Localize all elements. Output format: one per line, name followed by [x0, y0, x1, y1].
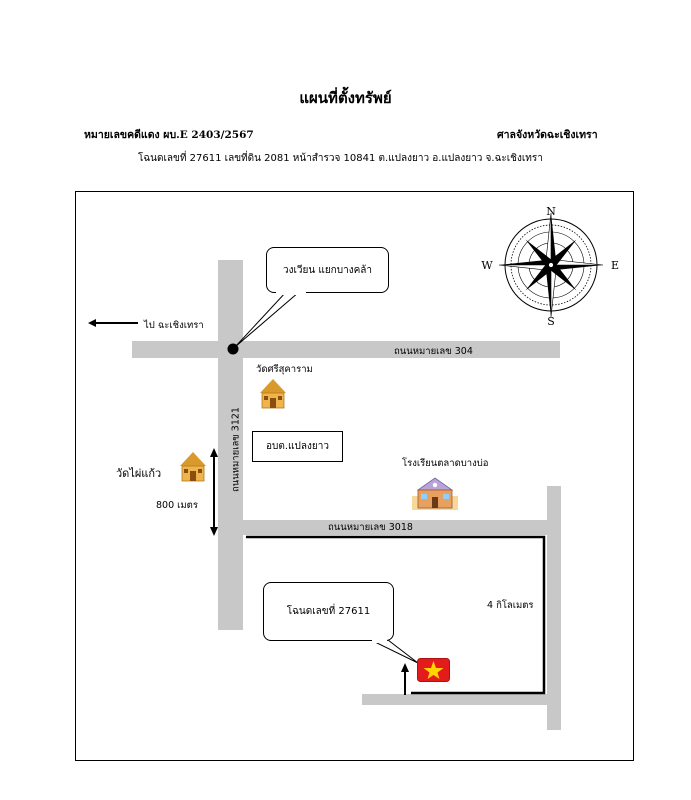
temple-phai-label: วัดไผ่แก้ว: [116, 467, 162, 480]
distance-4km-label: 4 กิโลเมตร: [487, 600, 534, 611]
roundabout-callout-text: วงเวียน แยกบางคล้า: [282, 264, 373, 276]
roundabout-callout: [266, 247, 389, 293]
road-3121-label: ถนนหมายเลข 3121: [230, 407, 242, 492]
map-title: แผนที่ตั้งทรัพย์: [299, 89, 392, 107]
property-callout: [263, 582, 394, 641]
school-icon: [410, 472, 460, 512]
roundabout-callout-tail: [235, 292, 299, 347]
map-frame: [75, 191, 634, 761]
temple-sri-label: วัดศรีสุคาราม: [256, 364, 313, 375]
case-number: หมายเลขคดีแดง ผบ.E 2403/2567: [84, 129, 254, 141]
road-3018-label: ถนนหมายเลข 3018: [328, 522, 413, 533]
compass-rose: [475, 205, 625, 328]
district-office-label: อบต.แปลงยาว: [266, 441, 329, 452]
property-marker: [417, 658, 451, 683]
temple-phai-icon: [176, 450, 210, 484]
temple-sri-icon: [256, 377, 290, 411]
distance-800-label: 800 เมตร: [156, 500, 198, 511]
district-office-box: [252, 431, 343, 462]
road-304-label: ถนนหมายเลข 304: [394, 346, 473, 357]
compass-w: W: [481, 259, 493, 272]
to-city-arrowhead: [88, 319, 96, 327]
school-label: โรงเรียนตลาดบางบ่อ: [402, 458, 489, 469]
deed-info: โฉนดเลขที่ 27611 เลขที่ดิน 2081 หน้าสำรวจ 10841 ต.แปลงยาว อ.แปลงยาว จ.ฉะเชิงเทรา: [138, 153, 543, 164]
property-callout-tail: [371, 640, 418, 663]
property-callout-text: โฉนดเลขที่ 27611: [286, 606, 371, 617]
compass-n: N: [546, 205, 556, 218]
compass-e: E: [610, 259, 620, 272]
to-city-label: ไป ฉะเชิงเทรา: [144, 320, 204, 331]
compass-s: S: [547, 315, 555, 328]
court-name: ศาลจังหวัดฉะเชิงเทรา: [497, 129, 598, 141]
